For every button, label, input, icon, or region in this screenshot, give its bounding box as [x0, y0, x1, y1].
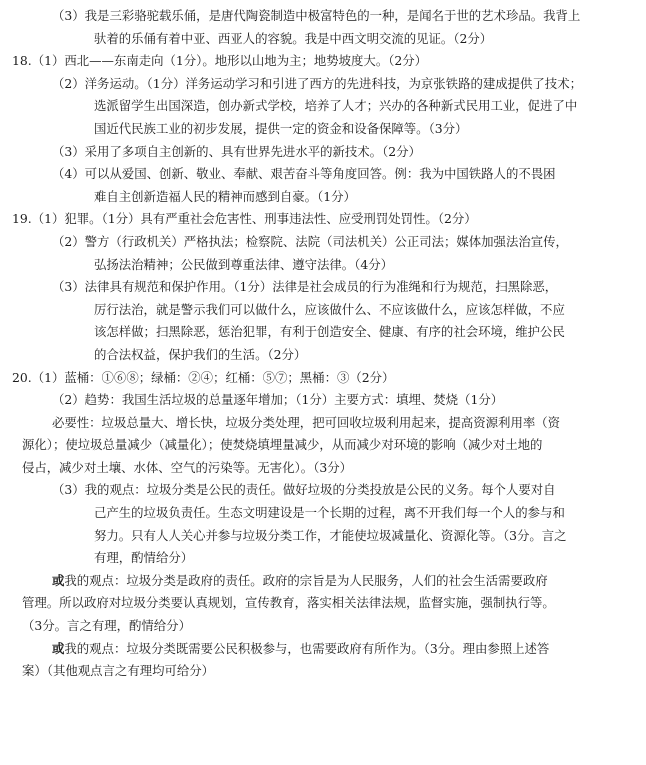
q20-3-line-4: 有理，酌情给分）	[94, 550, 194, 566]
q20-2-line-2: 必要性：垃圾总量大、增长快，垃圾分类处理，把可回收垃圾利用起来，提高资源利用率（资	[52, 414, 561, 430]
alt-answer-2-text: 我的观点：垃圾分类既需要公民积极参与，也需要政府有所作为。（3分。理由参照上述答	[64, 640, 550, 656]
alt-answer-2-line-1	[12, 638, 632, 661]
q18-2-line-2: 选派留学生出国深造，创办新式学校，培养了人才；兴办的各种新式民用工业，促进了中	[94, 98, 578, 114]
q18-1-line: 18.（1）西北——东南走向（1分）。地形以山地为主；地势坡度大。（2分）	[12, 53, 428, 69]
q17-3-line-1: （3）我是三彩骆驼载乐俑，是唐代陶瓷制造中极富特色的一种，是闻名于世的艺术珍品。我背上	[52, 8, 581, 23]
alt-answer-2-line-2: 案）（其他观点言之有理均可给分）	[22, 663, 215, 679]
q20-2-line-3: 源化）；使垃圾总量减少（减量化）；使焚烧填埋量减少，从而减少对环境的影响（减少对土地的	[22, 437, 543, 453]
alt-answer-1-line-2: 管理。所以政府对垃圾分类要认真规划，宣传教育，落实相关法律法规，监督实施，强制执行等。	[22, 595, 555, 611]
q19-3-line-3: 该怎样做；扫黑除恶，惩治犯罪，有利于创造安全、健康、有序的社会环境，维护公民	[94, 324, 565, 340]
alt-answer-1-line-1	[12, 570, 632, 593]
alt-answer-1-line-3: （3分。言之有理，酌情给分）	[22, 618, 191, 634]
q19-3-line-4: 的合法权益，保护我们的生活。（2分）	[94, 346, 307, 362]
alt-answer-1-text: 我的观点：垃圾分类是政府的责任。政府的宗旨是为人民服务，人们的社会生活需要政府	[64, 572, 548, 588]
q18-2-line-3: 国近代民族工业的初步发展，提供一定的资金和设备保障等。（3分）	[94, 120, 468, 136]
q20-2-line-1: （2）趋势：我国生活垃圾的总量逐年增加；（1分）主要方式：填埋、焚烧（1分）	[52, 392, 504, 408]
q20-3-line-3: 努力。只有人人关心并参与垃圾分类工作，才能使垃圾减量化、资源化等。（3分。言之	[94, 527, 567, 543]
q19-2-line-2: 弘扬法治精神；公民做到尊重法律、遵守法律。（4分）	[94, 256, 394, 272]
q18-3-line: （3）采用了多项自主创新的、具有世界先进水平的新技术。（2分）	[52, 143, 421, 159]
q20-1-line: 20.（1）蓝桶：①⑥⑧；绿桶：②④；红桶：⑤⑦；黑桶：③（2分）	[12, 369, 395, 385]
q19-1-line: 19.（1）犯罪。（1分）具有严重社会危害性、刑事违法性、应受刑罚处罚性。（2分）	[12, 211, 477, 227]
q18-2-line-1: （2）洋务运动。（1分）洋务运动学习和引进了西方的先进科技，为京张铁路的建成提供了技术；	[52, 75, 582, 91]
q18-4-line-1: （4）可以从爱国、创新、敬业、奉献、艰苦奋斗等角度回答。例：我为中国铁路人的不畏困	[52, 166, 556, 182]
q19-2-line-1: （2）警方（行政机关）严格执法；检察院、法院（司法机关）公正司法；媒体加强法治宣传，	[52, 233, 568, 249]
q20-2-line-4: 侵占，减少对土壤、水体、空气的污染等。无害化）。（3分）	[22, 459, 353, 475]
q20-3-line-1: （3）我的观点：垃圾分类是公民的责任。做好垃圾的分类投放是公民的义务。每个人要对自	[52, 482, 556, 498]
alt-or-label: 或	[52, 640, 65, 656]
q17-3-line-2: 驮着的乐俑有着中亚、西亚人的容貌。我是中西文明交流的见证。（2分）	[94, 30, 493, 46]
q19-3-line-1: （3）法律具有规范和保护作用。（1分）法律是社会成员的行为准绳和行为规范，扫黑除恶，	[52, 279, 558, 295]
q19-3-line-2: 厉行法治，就是警示我们可以做什么，应该做什么、不应该做什么，应该怎样做，不应	[94, 301, 565, 317]
alt-or-label: 或	[52, 572, 65, 588]
q18-4-line-2: 难自主创新造福人民的精神而感到自豪。（1分）	[94, 188, 356, 204]
q20-3-line-2: 己产生的垃圾负责任。生态文明建设是一个长期的过程，离不开我们每一个人的参与和	[94, 505, 565, 521]
